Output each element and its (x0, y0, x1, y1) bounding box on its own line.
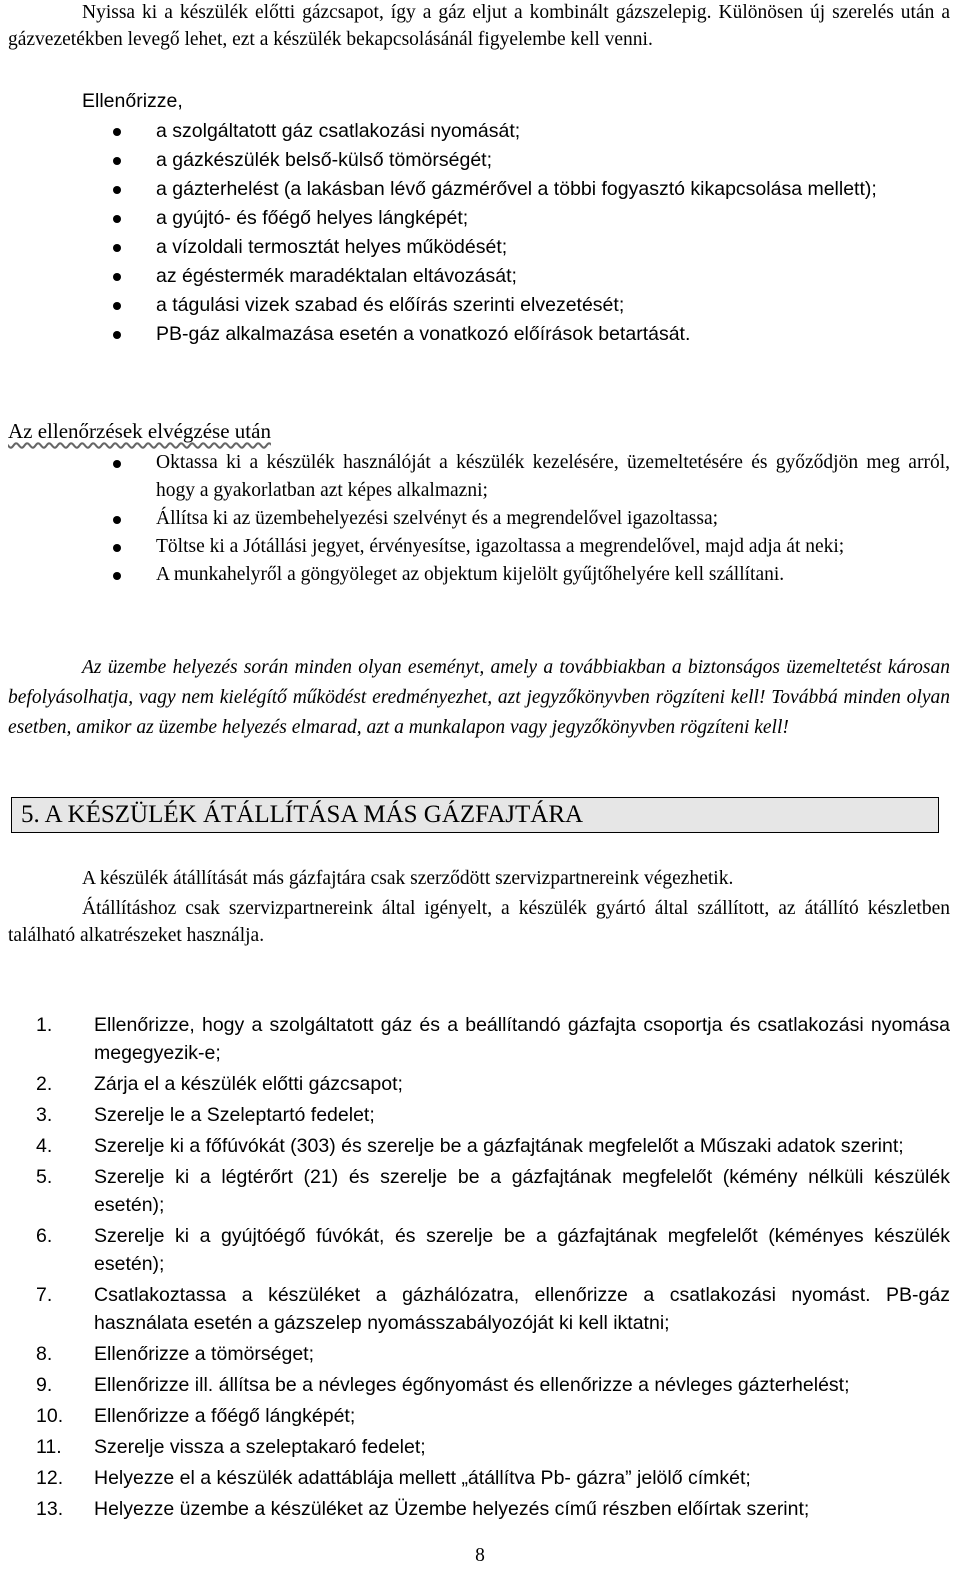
after-checks-list (0, 449, 950, 589)
list-item: a vízoldali termosztát helyes működését; (0, 233, 950, 262)
list-item: PB-gáz alkalmazása esetén a vonatkozó előírások betartását. (0, 320, 950, 349)
list-item: a gázkészülék belső-külső tömörségét; (0, 146, 950, 175)
intro-paragraph: Nyissa ki a készülék előtti gázcsapot, így a gáz eljut a kombinált gázszelepig. Különösen új szerelés után a gázvezetékben levegő lehet, ezt a készülék bekapcsolásánál figyelembe kell venni. (8, 2, 950, 50)
list-item: 9. Ellenőrizze ill. állítsa be a névleges égőnyomást és ellenőrizze a névleges gázterhelést; (36, 1374, 850, 1396)
bullet-icon (113, 186, 121, 194)
section-paragraph-2: Átállításhoz csak szervizpartnereink által igényelt, a készülék gyártó által szállított, az átállító készletben található alkatrészeket használja. (8, 898, 950, 946)
list-item: 1. Ellenőrizze, hogy a szolgáltatott gáz és a beállítandó gázfajta csoportja és csatlakozási nyomása megegyezik-e; (36, 1014, 950, 1064)
check-list (0, 117, 950, 349)
list-item: Töltse ki a Jótállási jegyet, érvényesítse, igazoltassa a megrendelővel, majd adja át neki; (0, 533, 950, 561)
bullet-icon (113, 302, 121, 310)
conversion-steps (0, 1011, 950, 1523)
bullet-icon (113, 460, 121, 468)
list-item: 6. Szerelje ki a gyújtóégő fúvókát, és szerelje be a gázfajtának megfelelőt (kéményes készülék esetén); (36, 1225, 950, 1275)
after-checks-heading: Az ellenőrzések elvégzése után (8, 419, 271, 443)
list-item: Állítsa ki az üzembehelyezési szelvényt és a megrendelővel igazoltassa; (0, 505, 950, 533)
check-intro: Ellenőrizze, (82, 90, 183, 112)
bullet-icon (113, 273, 121, 281)
section-paragraph-1: A készülék átállítását más gázfajtára csak szerződött szervizpartnereink végezhetik. (82, 868, 734, 889)
list-item: 2. Zárja el a készülék előtti gázcsapot; (36, 1073, 403, 1095)
list-item: A munkahelyről a göngyöleget az objektum kijelölt gyűjtőhelyére kell szállítani. (0, 561, 950, 589)
list-item: 10. Ellenőrizze a főégő lángképét; (36, 1405, 356, 1427)
bullet-icon (113, 244, 121, 252)
list-item: a szolgáltatott gáz csatlakozási nyomását; (0, 117, 950, 146)
list-item: 7. Csatlakoztassa a készüléket a gázhálózatra, ellenőrizze a csatlakozási nyomást. PB-gáz használata esetén a gázszelep nyomásszabályozóját ki kell iktatni; (36, 1284, 950, 1334)
list-item: a gázterhelést (a lakásban lévő gázmérővel a többi fogyasztó kikapcsolása mellett); (0, 175, 950, 204)
bullet-icon (113, 215, 121, 223)
list-item: a tágulási vizek szabad és előírás szerinti elvezetését; (0, 291, 950, 320)
page-number: 8 (475, 1545, 485, 1566)
bullet-icon (113, 331, 121, 339)
list-item: 3. Szerelje le a Szeleptartó fedelet; (36, 1104, 375, 1126)
list-item: 11. Szerelje vissza a szeleptakaró fedelet; (36, 1436, 426, 1458)
bullet-icon (113, 128, 121, 136)
list-item: a gyújtó- és főégő helyes lángképét; (0, 204, 950, 233)
list-item: 8. Ellenőrizze a tömörséget; (36, 1343, 315, 1365)
notice-paragraph: Az üzembe helyezés során minden olyan eseményt, amely a továbbiakban a biztonságos üzemeltetést károsan befolyásolhatja, vagy nem kielégítő működést eredményezhet, azt jegyzőkönyvben rögzíteni kell! Továbbá minden olyan esetben, amikor az üzembe helyezés elmarad, azt a munkalapon vagy jegyzőkönyvben rögzíteni kell! (8, 657, 950, 738)
bullet-icon (113, 572, 121, 580)
list-item: 13. Helyezze üzembe a készüléket az Üzembe helyezés című részben előírtak szerint; (36, 1498, 810, 1520)
bullet-icon (113, 516, 121, 524)
section-heading-box (11, 797, 939, 833)
bullet-icon (113, 544, 121, 552)
list-item: 4. Szerelje ki a főfúvókát (303) és szerelje be a gázfajtának megfelelőt a Műszaki adatok szerint; (36, 1135, 904, 1157)
list-item: 5. Szerelje ki a légtérőrt (21) és szerelje be a gázfajtának megfelelőt (kémény nélküli készülék esetén); (36, 1166, 950, 1216)
list-item: 12. Helyezze el a készülék adattáblája mellett „átállítva Pb- gázra” jelölő címkét; (36, 1467, 751, 1489)
section-title: 5. A KÉSZÜLÉK ÁTÁLLÍTÁSA MÁS GÁZFAJTÁRA (21, 801, 584, 828)
bullet-icon (113, 157, 121, 165)
list-item: az égéstermék maradéktalan eltávozását; (0, 262, 950, 291)
list-item: Oktassa ki a készülék használóját a készülék kezelésére, üzemeltetésére és győződjön meg arról, hogy a gyakorlatban azt képes alkalmazni; (0, 449, 950, 505)
